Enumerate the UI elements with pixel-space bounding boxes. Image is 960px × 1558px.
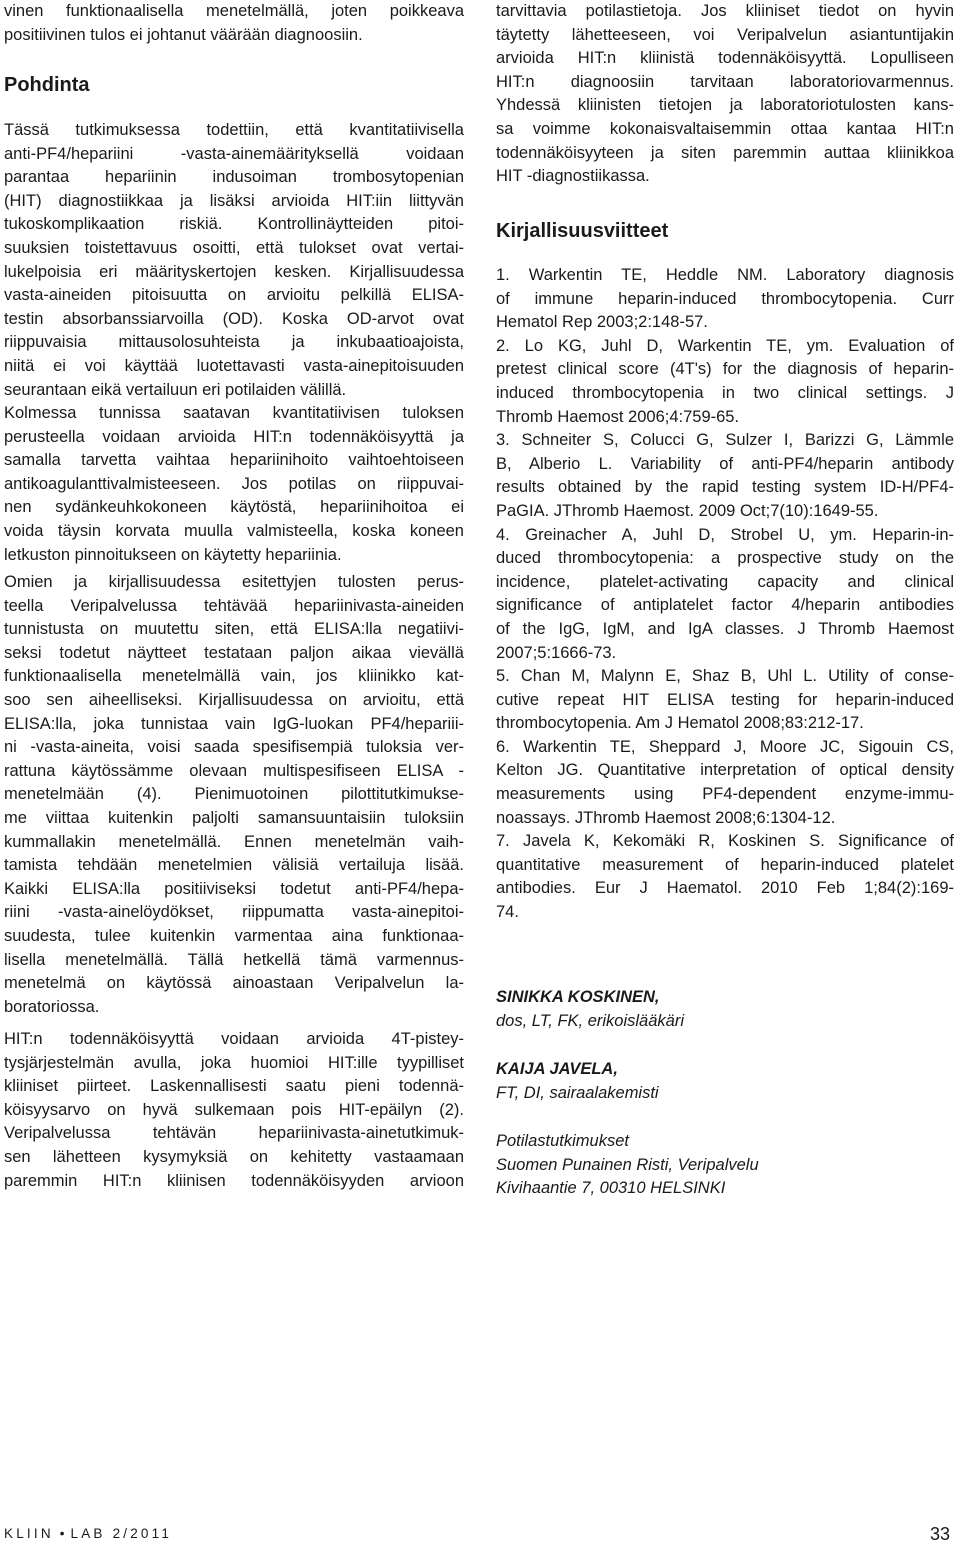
text-line: seksi todetut näytteet testataan paljon aikaa vievällä xyxy=(4,643,464,662)
text-line: Kaikki ELISA:lla positiiviseksi todetut anti-PF4/hepa- xyxy=(4,879,464,898)
reference-line: 2. Lo KG, Juhl D, Warkentin TE, ym. Evaluation of xyxy=(496,336,954,355)
address-line: Kivihaantie 7, 00310 HELSINKI xyxy=(496,1179,726,1198)
reference-line: 3. Schneiter S, Colucci G, Sulzer I, Barizzi G, Lämmle xyxy=(496,431,954,450)
text-line: tarvittavia potilastietoja. Jos kliiniset tiedot on hyvin xyxy=(496,2,954,20)
reference-line: significance of antiplatelet factor 4/heparin antibodies xyxy=(496,596,954,615)
text-line: riippuvaisia mittausolosuhteista ja inkubaatioajoista, xyxy=(4,333,464,352)
text-line: letkuston pinnoitukseen on käytetty hepariinia. xyxy=(4,545,342,564)
text-line: lukelpoisia eri määrityskertojen kesken. Kirjallisuudessa xyxy=(4,262,464,281)
reference-line: results obtained by the rapid testing system ID-H/PF4- xyxy=(496,478,954,497)
text-line: Tässä tutkimuksessa todettiin, että kvantitatiivisella xyxy=(4,121,464,139)
text-line: ELISA:lla, joka tunnistaa vain IgG-luokan PF4/hepariii- xyxy=(4,714,464,733)
paragraph-2 xyxy=(4,402,464,567)
text-line: tysjärjestelmän avulla, joka huomioi HIT:ille tyypilliset xyxy=(4,1053,464,1072)
reference-line: pretest clinical score (4T's) for the diagnosis of heparin- xyxy=(496,360,954,379)
author-title: FT, DI, sairaalakemisti xyxy=(496,1083,659,1102)
text-line: HIT -diagnostiikassa. xyxy=(496,167,650,186)
text-line: seurantaan eikä vertailuun eri potilaiden välillä. xyxy=(4,380,347,399)
text-line: Omien ja kirjallisuudessa esitettyjen tulosten perus- xyxy=(4,573,464,591)
text-line: teella Veripalvelussa tehtävää hepariinivasta-aineiden xyxy=(4,596,464,615)
text-line: (HIT) diagnostiikkaa ja lisäksi arvioida HIT:iin liittyvän xyxy=(4,191,464,210)
text-line: HIT:n todennäköisyyttä voidaan arvioida 4T-pistey- xyxy=(4,1030,464,1048)
reference-line: 1. Warkentin TE, Heddle NM. Laboratory diagnosis xyxy=(496,266,954,284)
text-line: suudesta, tulee kuitenkin varmentaa aina funktionaa- xyxy=(4,926,464,945)
reference-line: thrombocytopenia. Am J Hematol 2008;83:212-17. xyxy=(496,714,864,733)
text-line: tukoskomplikaation riskiä. Kontrollinäytteiden pitoi- xyxy=(4,215,464,234)
text-line: köisyysarvo on hyvä sulkemaan pois HIT-epäilyn (2). xyxy=(4,1100,464,1119)
address-line: Suomen Punainen Risti, Veripalvelu xyxy=(496,1155,759,1174)
text-line: anti-PF4/hepariini -vasta-ainemäärityksellä voidaan xyxy=(4,144,464,163)
reference-line: 5. Chan M, Malynn E, Shaz B, Uhl L. Utility of conse- xyxy=(496,667,954,686)
reference-line: of the IgG, IgM, and IgA classes. J Thromb Haemost xyxy=(496,619,954,638)
page-number: 33 xyxy=(929,1524,950,1544)
author-block-2 xyxy=(496,1058,659,1105)
section-heading-pohdinta: Pohdinta xyxy=(4,74,90,96)
text-line: Yhdessä kliinisten tietojen ja laboratoriotulosten kans- xyxy=(496,96,954,115)
text-line: arvioida HIT:n kliinistä todennäköisyyttä. Lopulliseen xyxy=(496,49,954,68)
text-line: parantaa hepariinin indusoiman trombosytopenian xyxy=(4,168,464,187)
reference-line: cutive repeat HIT ELISA testing for heparin-induced xyxy=(496,690,954,709)
reference-line: 6. Warkentin TE, Sheppard J, Moore JC, Sigouin CS, xyxy=(496,737,954,756)
text-line: nen sydänkeuhkokoneen käytöstä, hepariinihoitoa ei xyxy=(4,498,464,517)
text-line: vinen funktionaalisella menetelmällä, joten poikkeava xyxy=(4,2,464,20)
text-line: todennäköisyyteen ja siten paremmin auttaa kliinikkoa xyxy=(496,143,954,162)
journal-name-part2: LAB 2/2011 xyxy=(70,1526,173,1541)
text-line: menetelmään (4). Pienimuotoinen pilottitutkimukse- xyxy=(4,785,464,804)
reference-line: noassays. JThromb Haemost 2008;6:1304-12. xyxy=(496,808,836,827)
author-block-1 xyxy=(496,986,684,1033)
separator-dot: • xyxy=(59,1526,65,1541)
text-line: positiivinen tulos ei johtanut väärään diagnoosiin. xyxy=(4,25,363,44)
reference-line: 7. Javela K, Kekomäki R, Koskinen S. Significance of xyxy=(496,832,954,851)
text-line: Veripalvelussa tehtävän hepariinivasta-ainetutkimuk- xyxy=(4,1124,464,1143)
reference-line: incidence, platelet-activating capacity and clinical xyxy=(496,572,954,591)
text-line: funktionaalisella menetelmällä vain, jos kliinikko kat- xyxy=(4,667,464,686)
reference-line: Kelton JG. Quantitative interpretation of optical density xyxy=(496,761,954,780)
text-line: perusteella voidaan arvioida HIT:n todennäköisyyttä ja xyxy=(4,427,464,446)
text-line: tunnistusta on muutettu siten, että ELISA:lla negatiivi- xyxy=(4,620,464,639)
text-line: soo sen aiheelliseksi. Kirjallisuudessa on arvioitu, että xyxy=(4,690,464,709)
author-name: SINIKKA KOSKINEN, xyxy=(496,988,660,1006)
text-line: tamista tehdään menetelmien välisiä vertailuja lisää. xyxy=(4,856,464,875)
text-line: boratoriossa. xyxy=(4,997,100,1016)
text-line: kliiniset piirteet. Laskennallisesti saatu pieni todennä- xyxy=(4,1077,464,1096)
reference-line: Thromb Haemost 2006;4:759-65. xyxy=(496,407,740,426)
text-line: riini -vasta-ainelöydökset, riippumatta vasta-ainepitoi- xyxy=(4,903,464,922)
text-line: HIT:n diagnoosiin tarvitaan laboratoriovarmennus. xyxy=(496,72,954,91)
reference-line: 4. Greinacher A, Juhl D, Strobel U, ym. Heparin-in- xyxy=(496,525,954,544)
reference-line: measurements using PF4-dependent enzyme-immu- xyxy=(496,785,954,804)
reference-line: induced thrombocytopenia in two clinical settings. J xyxy=(496,383,954,402)
reference-line: antibodies. Eur J Haematol. 2010 Feb 1;84(2):169- xyxy=(496,879,954,898)
address-block xyxy=(496,1130,759,1201)
text-line: Kolmessa tunnissa saatavan kvantitatiivisen tuloksen xyxy=(4,404,464,422)
author-name: KAIJA JAVELA, xyxy=(496,1060,618,1078)
reference-line: Hematol Rep 2003;2:148-57. xyxy=(496,313,708,332)
reference-line: duced thrombocytopenia: a prospective study on the xyxy=(496,549,954,568)
address-line: Potilastutkimukset xyxy=(496,1132,629,1150)
journal-footer xyxy=(4,1526,172,1541)
paragraph-1 xyxy=(4,119,464,402)
paragraph-3 xyxy=(4,571,464,1019)
text-line: lisella menetelmällä. Tällä hetkellä tämä varmennus- xyxy=(4,950,464,969)
text-line: me viittaa kuitenkin paljolti samansuuntaisiin tuloksiin xyxy=(4,808,464,827)
text-line: antikoagulanttivalmisteeseen. Jos potilas on riippuvai- xyxy=(4,474,464,493)
text-line: vasta-aineiden pitoisuutta on arvioitu pelkillä ELISA- xyxy=(4,286,464,305)
text-line: ni -vasta-aineita, voisi saada spesifisempiä tuloksia ver- xyxy=(4,738,464,757)
text-line: sen lähetteen kysymyksiä on kehitetty vastaamaan xyxy=(4,1147,464,1166)
text-line: kummallakin menetelmällä. Ennen menetelmän vaih- xyxy=(4,832,464,851)
reference-line: PaGIA. JThromb Haemost. 2009 Oct;7(10):1649-55. xyxy=(496,501,879,520)
text-line: niitä ei voi käyttää luotettavasti vasta-ainepitoisuuden xyxy=(4,356,464,375)
author-title: dos, LT, FK, erikoislääkäri xyxy=(496,1011,684,1030)
text-line: suuksien toistettavuus osoitti, että tulokset ovat vertai- xyxy=(4,238,464,257)
reference-line: quantitative measurement of heparin-induced platelet xyxy=(496,855,954,874)
text-line: voida täysin korvata muulla valmisteella, koska koneen xyxy=(4,521,464,540)
text-line: sa voimme kokonaisvaltaisemmin ottaa kantaa HIT:n xyxy=(496,119,954,138)
text-line: täytetty lähetteeseen, voi Veripalvelun asiantuntijakin xyxy=(496,25,954,44)
continuation-text xyxy=(496,0,954,189)
text-line: rattuna käytössämme olevaan multispesifiseen ELISA - xyxy=(4,761,464,780)
reference-list xyxy=(496,264,954,925)
reference-line: of immune heparin-induced thrombocytopenia. Curr xyxy=(496,289,954,308)
text-line: menetelmä on käytössä ainoastaan Veripalvelun la- xyxy=(4,974,464,993)
reference-line: 2007;5:1666-73. xyxy=(496,643,617,662)
section-heading-references: Kirjallisuusviitteet xyxy=(496,220,669,242)
paragraph-4 xyxy=(4,1028,464,1193)
intro-text xyxy=(4,0,464,47)
reference-line: B, Alberio L. Variability of anti-PF4/heparin antibody xyxy=(496,454,954,473)
reference-line: 74. xyxy=(496,903,519,922)
text-line: paremmin HIT:n kliinisen todennäköisyyden arvioon xyxy=(4,1171,464,1190)
text-line: samalla tarvetta vaihtaa hepariinihoito vaihtoehtoiseen xyxy=(4,451,464,470)
journal-name-part1: KLIIN xyxy=(4,1526,54,1541)
text-line: testin absorbanssiarvoilla (OD). Koska OD-arvot ovat xyxy=(4,309,464,328)
